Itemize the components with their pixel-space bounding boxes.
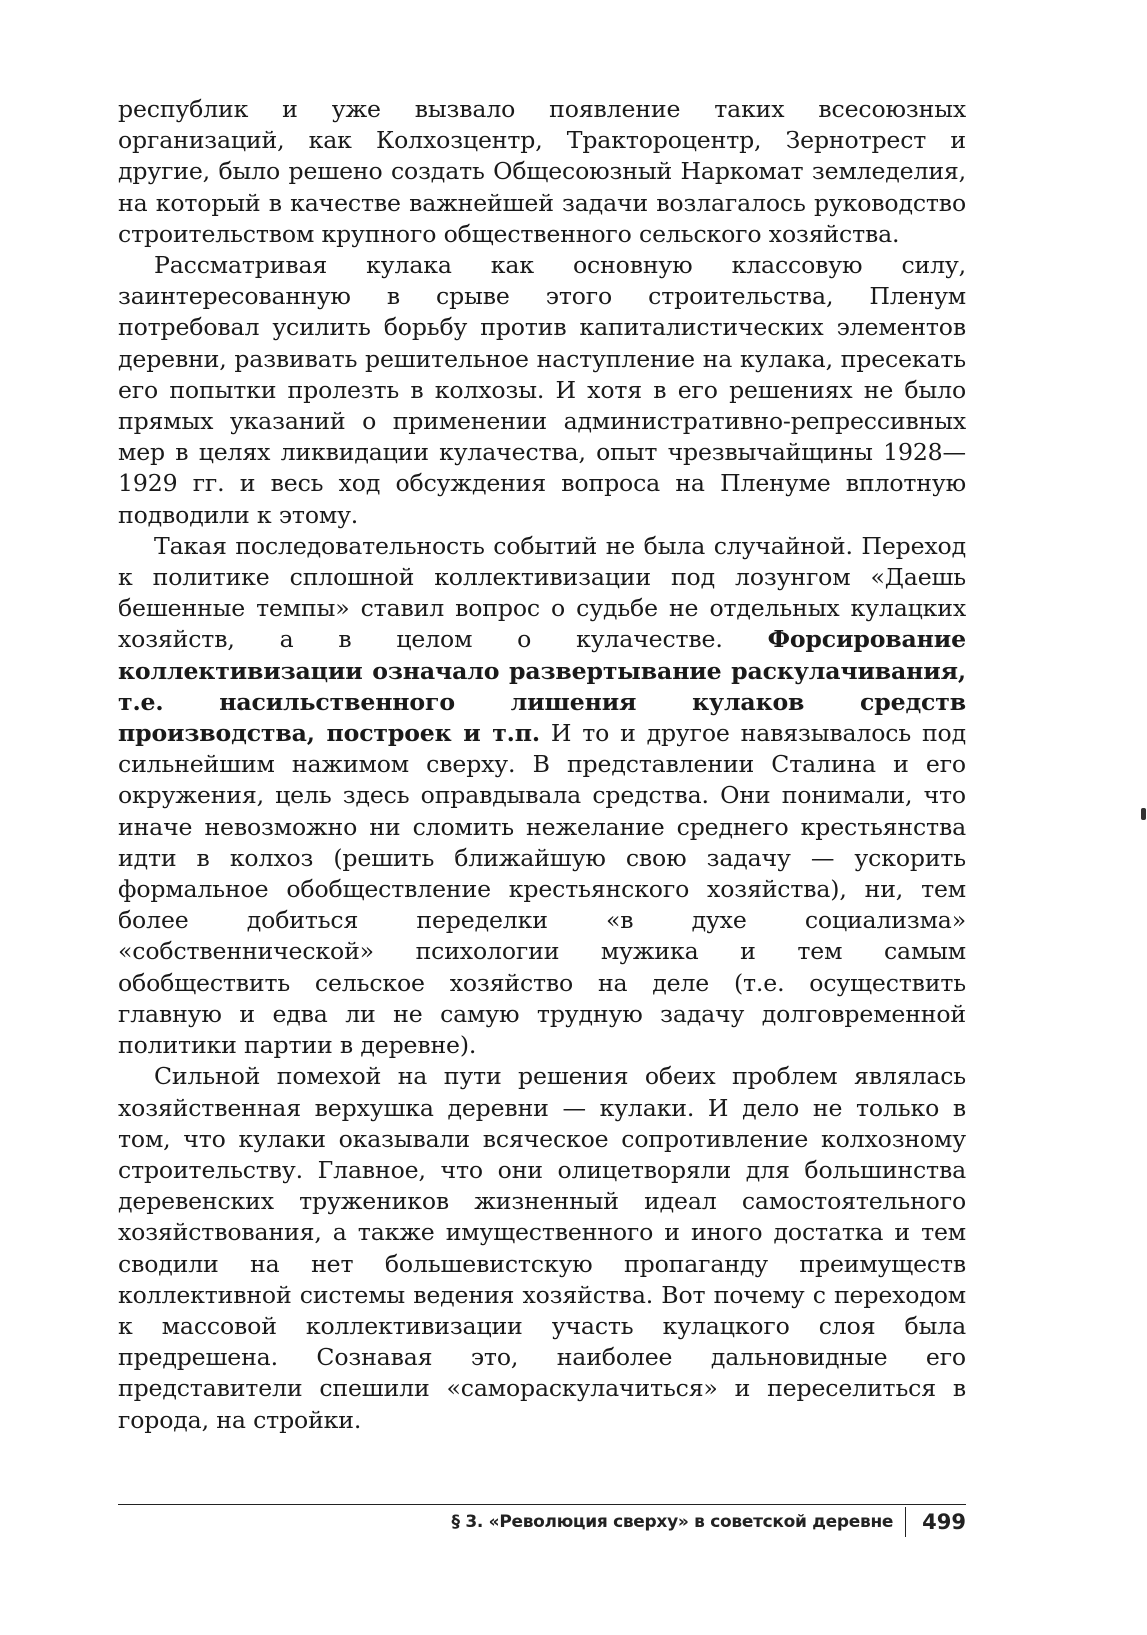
text-segment: Такая последовательность событий не была случайной. Переход к политике сплошной коллективизации под лозунгом «Даешь бешенные темпы» ставил вопрос о судьбе не отдельных кулацких хозяйств, а в целом о кулачестве.	[118, 531, 966, 654]
paragraph	[118, 1061, 966, 1435]
body-text	[118, 94, 966, 1436]
bold-text: Форсирование коллективизации означало развертывание раскулачивания, т.е. насильственного лишения кулаков средств производства, построек и т.п.	[118, 625, 966, 748]
paragraph	[118, 94, 966, 250]
paragraph	[118, 250, 966, 531]
text-segment: Сильной помехой на пути решения обеих проблем являлась хозяйственная верхушка деревни — кулаки. И дело не только в том, что кулаки оказывали всяческое сопротивление колхозному строительству. Главное, что они олицетворяли для большинства деревенских тружеников жизненный идеал самостоятельного хозяйствования, а также имущественного и иного достатка и тем сводили на нет большевистскую пропаганду преимуществ коллективной системы ведения хозяйства. Вот почему с переходом к массовой коллективизации участь кулацкого слоя была предрешена. Сознавая это, наиболее дальновидные его представители спешили «самораскулачиться» и переселиться в города, на стройки.	[118, 1062, 966, 1434]
page-footer	[452, 1506, 966, 1538]
paragraph	[118, 531, 966, 1061]
scan-edge-mark	[1141, 808, 1146, 820]
text-segment: И то и другое навязывалось под сильнейшим нажимом сверху. В представлении Сталина и его окружения, цель здесь оправдывала средства. Они понимали, что иначе невозможно ни сломить нежелание среднего крестьянства идти в колхоз (решить ближайшую свою задачу — ускорить формальное обобществление крестьянского хозяйства), ни, тем более добиться переделки «в духе социализма» «собственнической» психологии мужика и тем самым обобществить сельское хозяйство на деле (т.е. осуществить главную и едва ли не самую трудную задачу долговременной политики партии в деревне).	[118, 719, 966, 1060]
running-head: § 3. «Революция сверху» в советской деревне	[451, 1512, 894, 1532]
footer-rule	[118, 1504, 966, 1505]
page-number: 499	[922, 1510, 966, 1534]
text-segment: Рассматривая кулака как основную классовую силу, заинтересованную в срыве этого строительства, Пленум потребовал усилить борьбу против капиталистических элементов деревни, развивать решительное наступление на кулака, пресекать его попытки пролезть в колхозы. И хотя в его решениях не было прямых указаний о применении административно-репрессивных мер в целях ликвидации кулачества, опыт чрезвычайщины 1928—1929 гг. и весь ход обсуждения вопроса на Пленуме вплотную подводили к этому.	[118, 251, 966, 529]
footer-separator	[905, 1507, 906, 1537]
text-segment: республик и уже вызвало появление таких всесоюзных организаций, как Колхозцентр, Трактороцентр, Зернотрест и другие, было решено создать Общесоюзный Наркомат земледелия, на который в качестве важнейшей задачи возлагалось руководство строительством крупного общественного сельского хозяйства.	[118, 95, 966, 248]
